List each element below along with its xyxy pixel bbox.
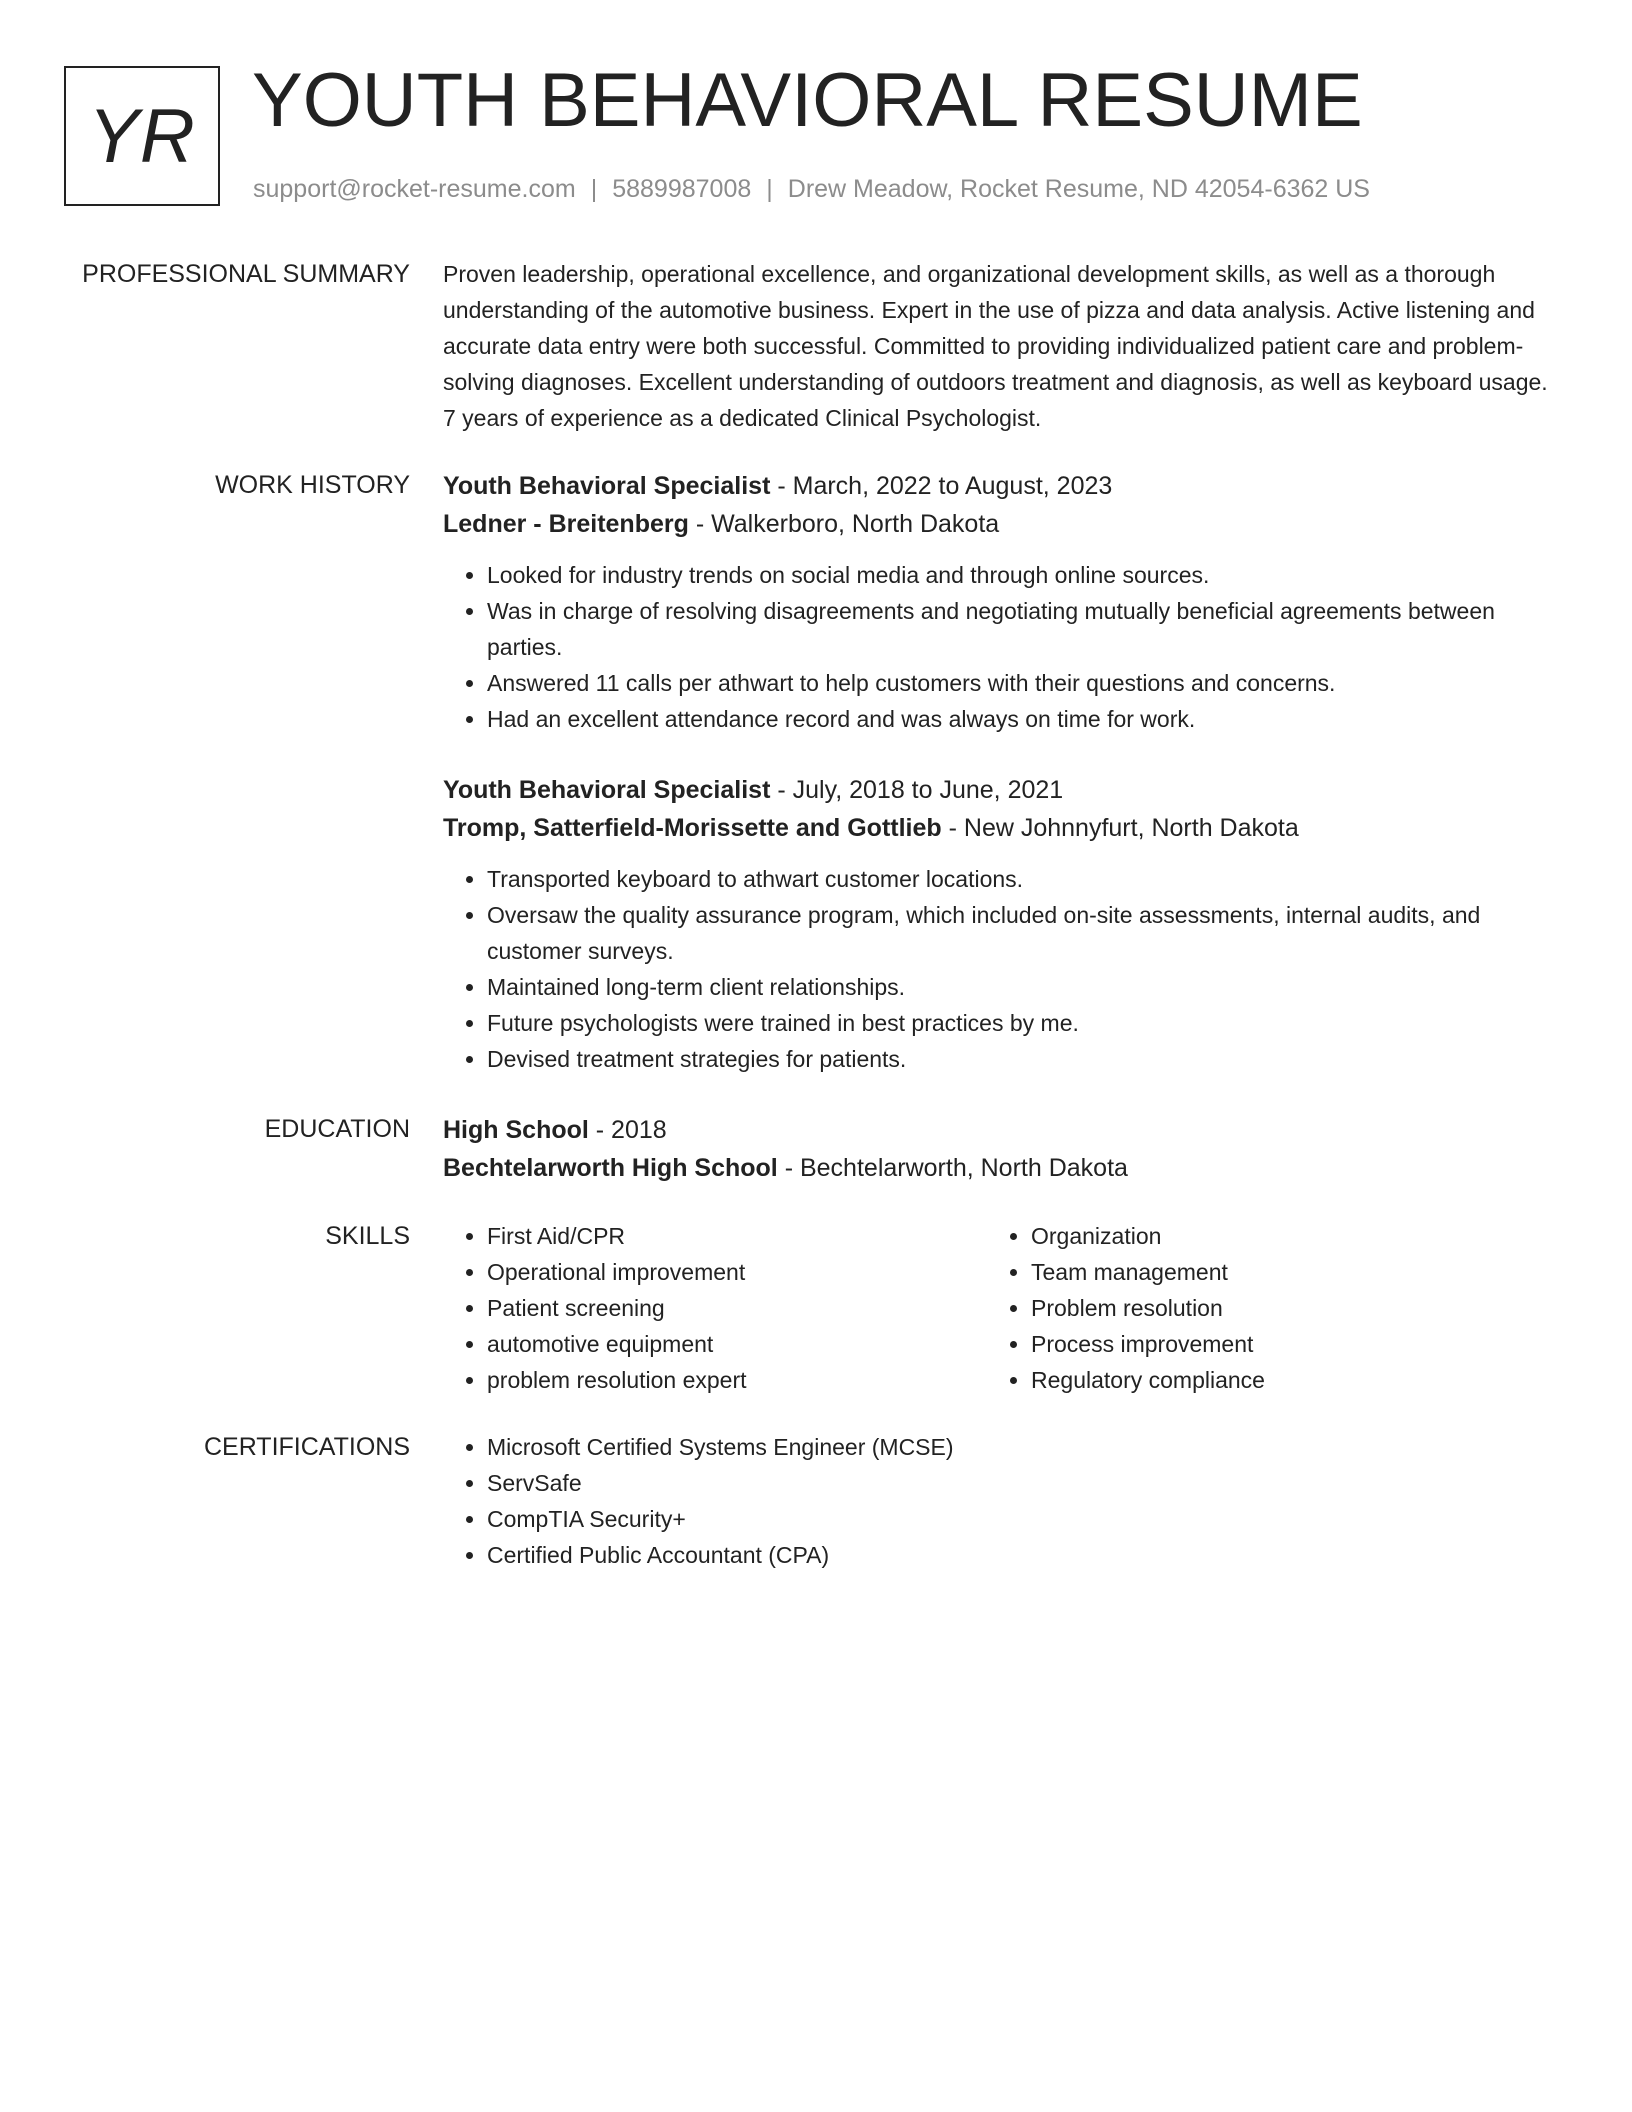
skill-item: • Process improvement <box>1031 1326 1531 1362</box>
education-school: Bechtelarworth High School <box>443 1154 778 1182</box>
job-title-line <box>443 771 1548 809</box>
skills-list-left <box>443 1218 987 1398</box>
contact-email: support@rocket-resume.com <box>253 175 576 203</box>
job-bullet: • Devised treatment strategies for patients. <box>487 1041 1548 1077</box>
summary-text: Proven leadership, operational excellence, and organizational development skills, as well as a thorough understanding of the automotive business. Expert in the use of pizza and data analysis. Active listening and accurate data entry were both successful. Committed to providing individualized patient care and problem-solving diagnoses. Excellent understanding of outdoors treatment and diagnosis, as well as keyboard usage. 7 years of experience as a dedicated Clinical Psychologist. <box>443 261 1548 431</box>
education-degree-line <box>443 1111 1548 1149</box>
job-bullets <box>443 861 1548 1077</box>
section-label-work-history: WORK HISTORY <box>215 471 410 499</box>
job-location: - Walkerboro, North Dakota <box>688 510 1000 538</box>
job-title: Youth Behavioral Specialist <box>443 472 771 500</box>
job-title: Youth Behavioral Specialist <box>443 776 771 804</box>
job-bullet: • Was in charge of resolving disagreements and negotiating mutually beneficial agreements between parties. <box>487 593 1548 665</box>
education-degree: High School <box>443 1116 589 1144</box>
education-year: - 2018 <box>588 1116 667 1144</box>
education-school-line <box>443 1149 1548 1187</box>
job-dates: - March, 2022 to August, 2023 <box>770 472 1113 500</box>
job-bullet: • Maintained long-term client relationships. <box>487 969 1548 1005</box>
contact-address: Drew Meadow, Rocket Resume, ND 42054-6362 US <box>787 175 1370 203</box>
job-bullet: • Transported keyboard to athwart customer locations. <box>487 861 1548 897</box>
job-company-line <box>443 505 1548 543</box>
page-title: YOUTH BEHAVIORAL RESUME <box>252 58 1363 143</box>
contact-line <box>253 174 1370 204</box>
job-entry <box>443 771 1548 1077</box>
section-label-summary: PROFESSIONAL SUMMARY <box>82 260 410 288</box>
certifications-list <box>443 1429 1548 1573</box>
contact-phone: 5889987008 <box>612 175 752 203</box>
skill-item: • Operational improvement <box>487 1254 987 1290</box>
job-bullet: • Future psychologists were trained in best practices by me. <box>487 1005 1548 1041</box>
contact-separator: | <box>766 175 773 203</box>
skill-item: • automotive equipment <box>487 1326 987 1362</box>
monogram: YR <box>64 66 220 206</box>
skill-item: • Problem resolution <box>1031 1290 1531 1326</box>
job-bullet: • Oversaw the quality assurance program, which included on-site assessments, internal audits, and customer surveys. <box>487 897 1548 969</box>
skills-list-right <box>987 1218 1531 1398</box>
job-bullet: • Had an excellent attendance record and was always on time for work. <box>487 701 1548 737</box>
job-title-line <box>443 467 1548 505</box>
job-bullet: • Looked for industry trends on social media and through online sources. <box>487 557 1548 593</box>
skill-item: • problem resolution expert <box>487 1362 987 1398</box>
job-company: Tromp, Satterfield-Morissette and Gottlieb <box>443 814 942 842</box>
education-location: - Bechtelarworth, North Dakota <box>777 1154 1128 1182</box>
job-bullet: • Answered 11 calls per athwart to help customers with their questions and concerns. <box>487 665 1548 701</box>
job-entry <box>443 467 1548 737</box>
job-company-line <box>443 809 1548 847</box>
skill-item: • Regulatory compliance <box>1031 1362 1531 1398</box>
section-label-education: EDUCATION <box>264 1115 410 1143</box>
certification-item: • CompTIA Security+ <box>487 1501 1548 1537</box>
certification-item: • Microsoft Certified Systems Engineer (MCSE) <box>487 1429 1548 1465</box>
skill-item: • First Aid/CPR <box>487 1218 987 1254</box>
job-bullets <box>443 557 1548 737</box>
certification-item: • ServSafe <box>487 1465 1548 1501</box>
skill-item: • Team management <box>1031 1254 1531 1290</box>
section-label-skills: SKILLS <box>325 1222 410 1250</box>
contact-separator: | <box>590 175 598 203</box>
section-label-certifications: CERTIFICATIONS <box>203 1433 410 1461</box>
skill-item: • Patient screening <box>487 1290 987 1326</box>
job-location: - New Johnnyfurt, North Dakota <box>941 814 1299 842</box>
certification-item: • Certified Public Accountant (CPA) <box>487 1537 1548 1573</box>
job-dates: - July, 2018 to June, 2021 <box>770 776 1064 804</box>
job-company: Ledner - Breitenberg <box>443 510 689 538</box>
skill-item: • Organization <box>1031 1218 1531 1254</box>
